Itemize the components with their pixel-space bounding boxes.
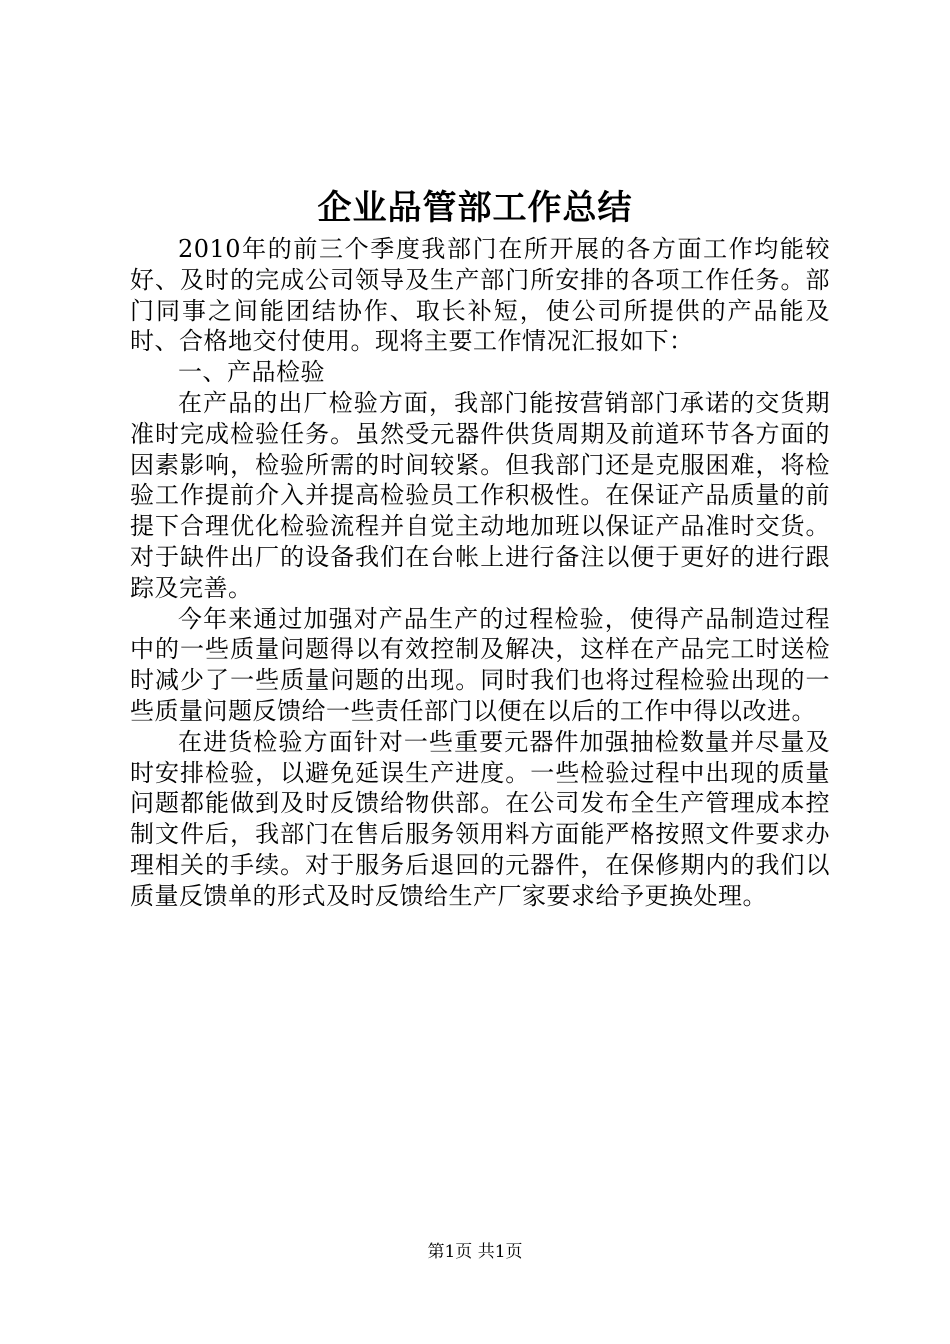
paragraph-outgoing-inspection: 在产品的出厂检验方面，我部门能按营销部门承诺的交货期准时完成检验任务。虽然受元器件供货周期及前道环节各方面的因素影响，检验所需的时间较紧。但我部门还是克服困难，将检验工作提前介入并提高检验员工作积极性。在保证产品质量的前提下合理优化检验流程并自觉主动地加班以保证产品准时交货。对于缺件出厂的设备我们在台帐上进行备注以便于更好的进行跟踪及完善。 (130, 388, 830, 602)
document-body (130, 234, 830, 912)
paragraph-process-inspection: 今年来通过加强对产品生产的过程检验，使得产品制造过程中的一些质量问题得以有效控制及解决，这样在产品完工时送检时减少了一些质量问题的出现。同时我们也将过程检验出现的一些质量问题反馈给一些责任部门以便在以后的工作中得以改进。 (130, 604, 830, 725)
page-footer: 第1页 共1页 (427, 1242, 523, 1262)
section-heading-product-inspection: 一、产品检验 (178, 358, 325, 387)
document-title: 企业品管部工作总结 (317, 188, 633, 228)
intro-paragraph: 2010年的前三个季度我部门在所开展的各方面工作均能较好、及时的完成公司领导及生产部门所安排的各项工作任务。部门同事之间能团结协作、取长补短，使公司所提供的产品能及时、合格地交付使用。现将主要工作情况汇报如下： (130, 235, 830, 356)
paragraph-incoming-inspection: 在进货检验方面针对一些重要元器件加强抽检数量并尽量及时安排检验，以避免延误生产进度。一些检验过程中出现的质量问题都能做到及时反馈给物供部。在公司发布全生产管理成本控制文件后，我部门在售后服务领用料方面能严格按照文件要求办理相关的手续。对于服务后退回的元器件，在保修期内的我们以质量反馈单的形式及时反馈给生产厂家要求给予更换处理。 (130, 727, 830, 910)
